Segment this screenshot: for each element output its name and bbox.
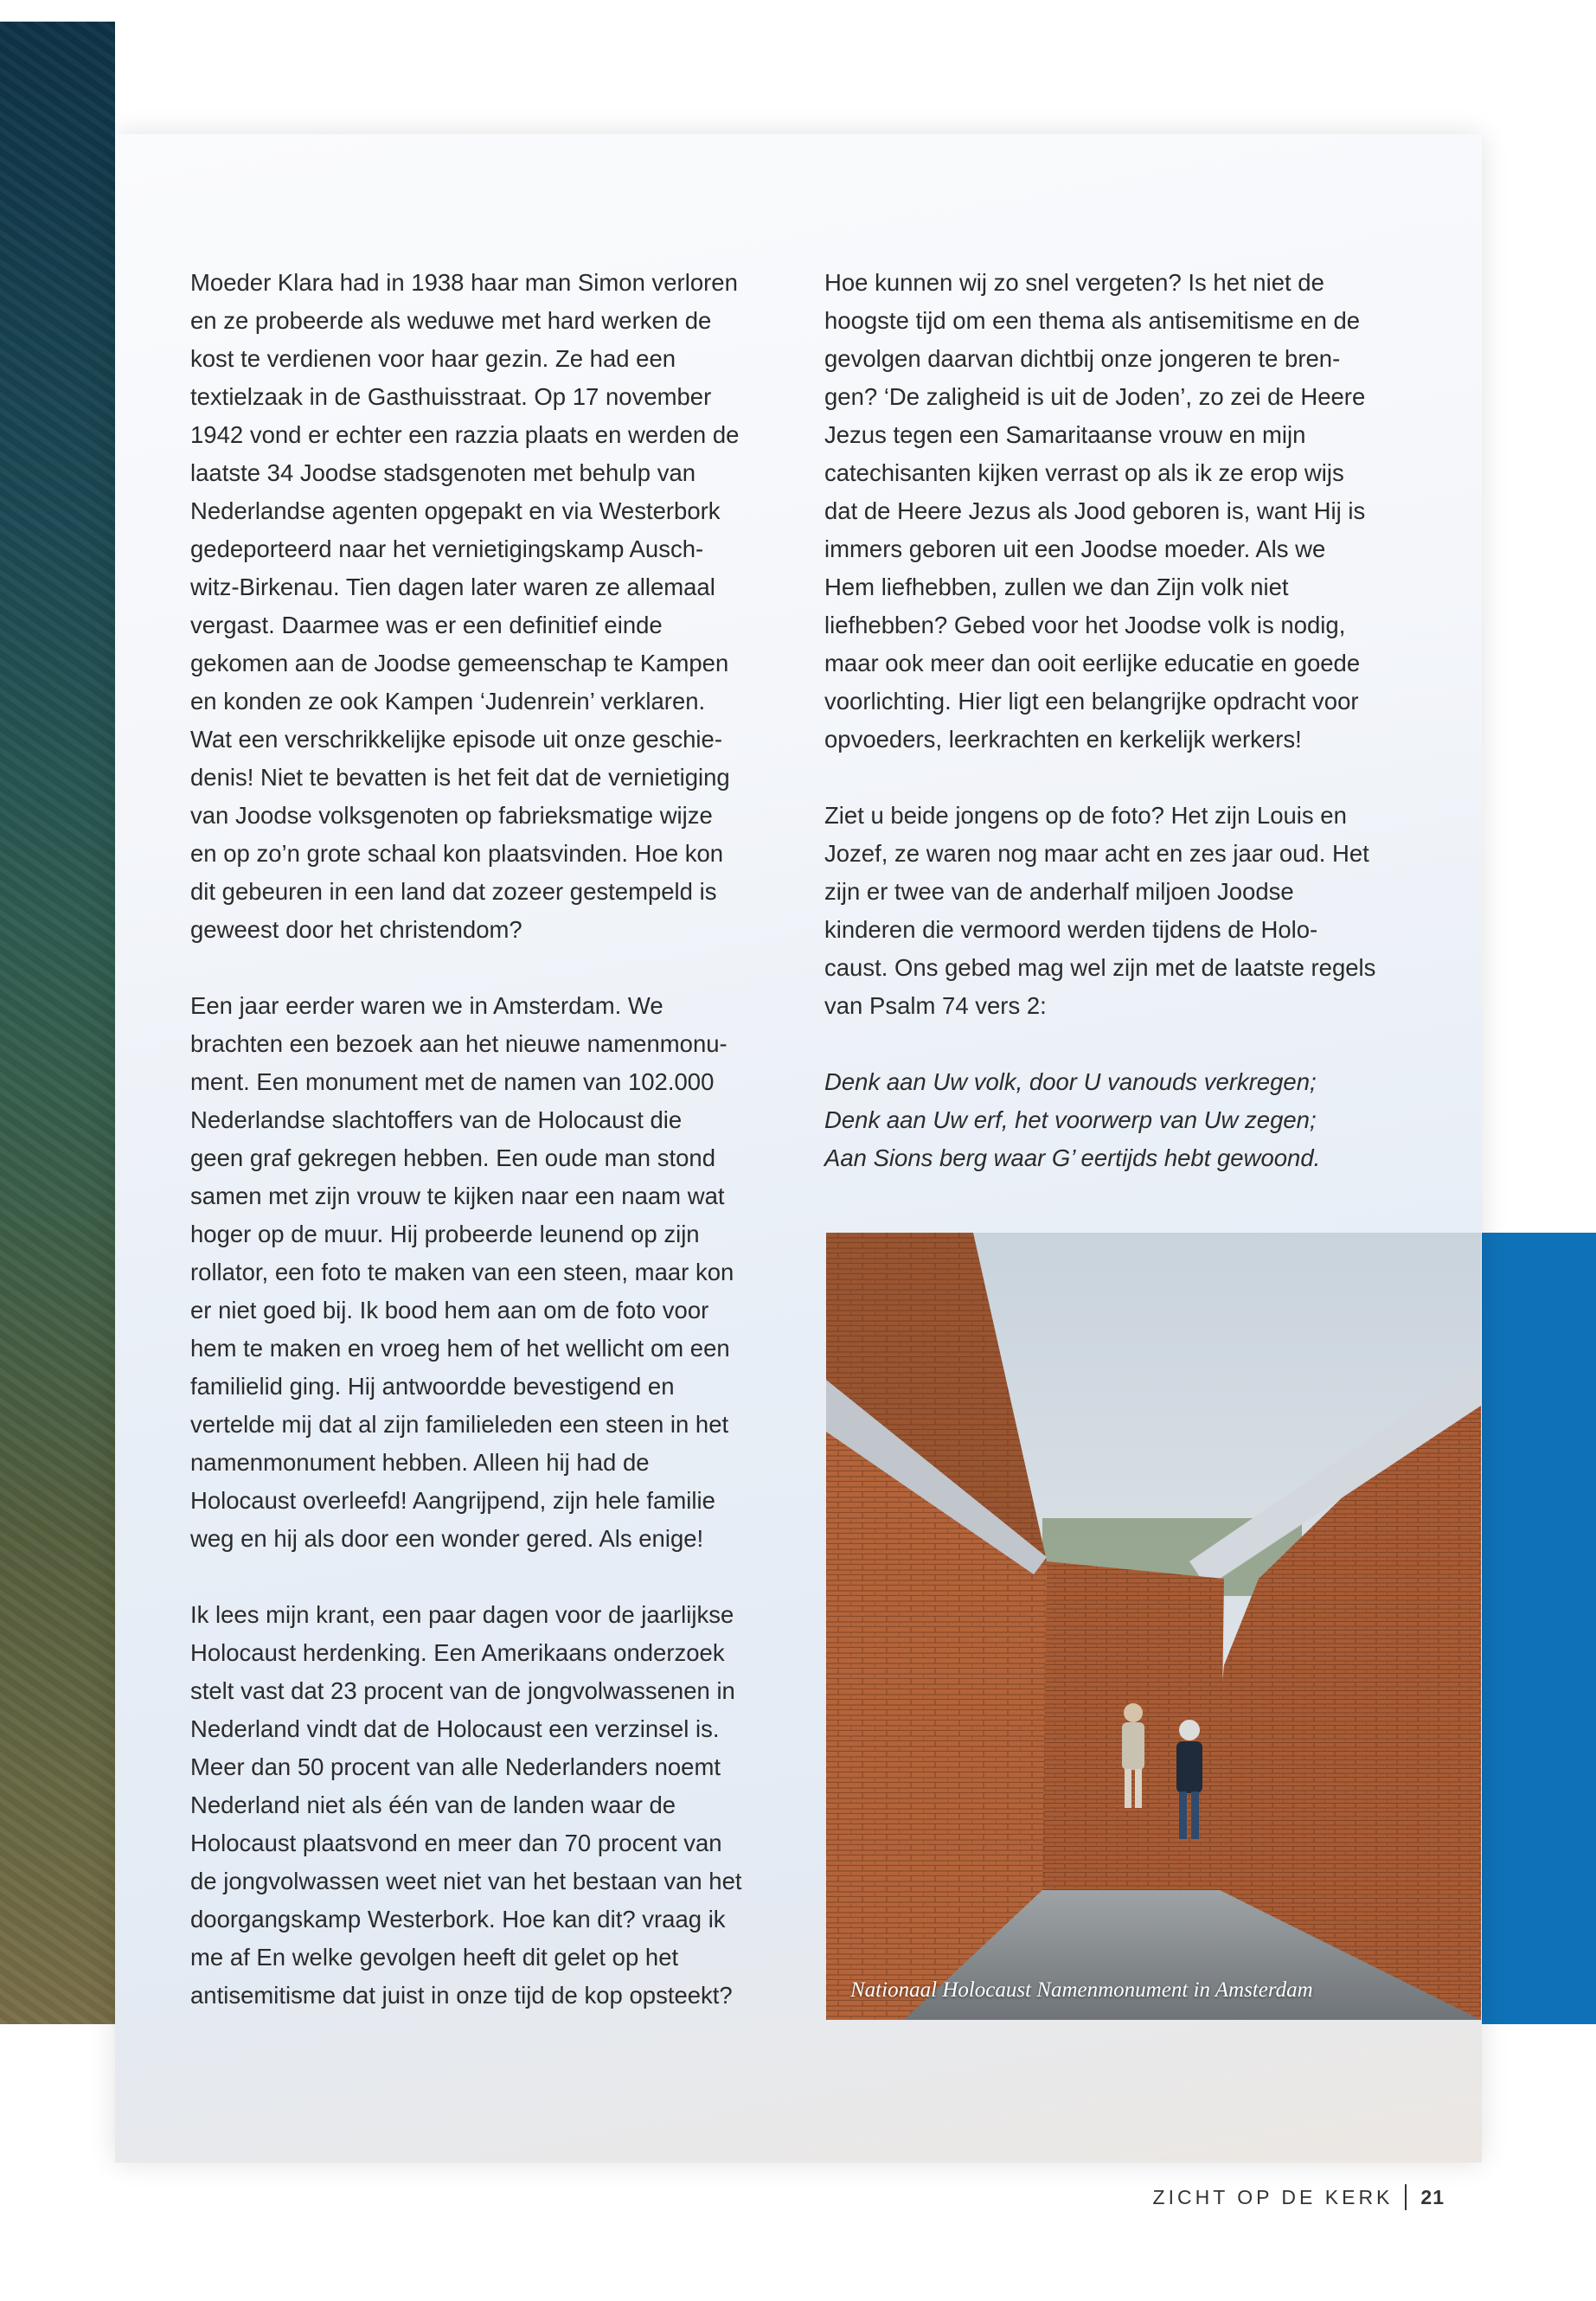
paragraph: Ik lees mijn krant, een paar dagen voor de jaarlijkse Holocaust herdenking. Een Amerikaans onderzoek stelt vast dat 23 procent van de jongvolwassenen in Nederland vindt dat de Holocaust een verzinsel is. Meer dan 50 procent van alle Nederlanders noemt Nederland niet als één van de landen waar de Holocaust plaatsvond en meer dan 70 procent van de jongvolwassen weet niet van het bestaan van het doorgangskamp Westerbork. Hoe kan dit? vraag ik me af En welke gevolgen heeft dit gelet op het antisemitisme dat juist in onze tijd de kop opsteekt? (190, 1601, 742, 2009)
monument-photo (826, 1233, 1481, 2020)
paragraph: Een jaar eerder waren we in Amsterdam. We brachten een bezoek aan het nieuwe namenmonu- ment. Een monument met de namen van 102.000 Nederlandse slachtoffers van de Holocaust die geen graf gekregen hebben. Een oude man stond samen met zijn vrouw te kijken naar een naam wat hoger op de muur. Hij probeerde leunend op zijn rollator, een foto te maken van een steen, maar kon er niet goed bij. Ik bood hem aan om de foto voor hem te maken en vroeg hem of het wellicht om een familielid ging. Hij antwoordde bevestigend en vertelde mij dat al zijn familieleden een steen in het namenmonument hebben. Alleen hij had de Holocaust overleefd! Aangrijpend, zijn hele familie weg en hij als door een wonder gered. Als enige! (190, 992, 734, 1552)
psalm-quote: Denk aan Uw volk, door U vanouds verkregen; Denk aan Uw erf, het voorwerp van Uw zegen; Aan Sions berg waar G’ eertijds hebt gewoond. (824, 1068, 1321, 1171)
paragraph: Hoe kunnen wij zo snel vergeten? Is het niet de hoogste tijd om een thema als antisemitisme en de gevolgen daarvan dichtbij onze jongeren te bren- gen? ‘De zaligheid is uit de Joden’, zo zei de Heere Jezus tegen een Samaritaanse vrouw en mijn catechisanten kijken verrast op als ik ze erop wijs dat de Heere Jezus als Jood geboren is, want Hij is immers geboren uit een Joodse moeder. Als we Hem liefhebben, zullen we dan Zijn volk niet liefhebben? Gebed voor het Joodse volk is nodig, maar ook meer dan ooit eerlijke educatie en goede voorlichting. Hier ligt een belangrijke opdracht voor opvoeders, leerkrachten en kerkelijk werkers! (824, 269, 1366, 753)
monument-illustration (826, 1233, 1481, 2020)
photo-caption: Nationaal Holocaust Namenmonument in Amsterdam (850, 1978, 1313, 2002)
footer-divider (1405, 2184, 1407, 2210)
decorative-left-band (0, 22, 115, 2024)
left-column (190, 264, 796, 2053)
paragraph: Ziet u beide jongens op de foto? Het zijn Louis en Jozef, ze waren nog maar acht en zes jaar oud. Het zijn er twee van de anderhalf miljoen Joodse kinderen die vermoord werden tijdens de Holo- caust. Ons gebed mag wel zijn met de laatste regels van Psalm 74 vers 2: (824, 802, 1376, 1019)
paragraph: Moeder Klara had in 1938 haar man Simon verloren en ze probeerde als weduwe met hard werken de kost te verdienen voor haar gezin. Ze had een textielzaak in de Gasthuisstraat. Op 17 november 1942 vond er echter een razzia plaats en werden de laatste 34 Joodse stadsgenoten met behulp van Nederlandse agenten opgepakt en via Westerbork gedeporteerd naar het vernietigingskamp Ausch- witz-Birkenau. Tien dagen later waren ze allemaal vergast. Daarmee was er een definitief einde gekomen aan de Joodse gemeenschap te Kampen en konden ze ook Kampen ‘Judenrein’ verklaren. Wat een verschrikkelijke episode uit onze geschie- denis! Niet te bevatten is het feit dat de vernietiging van Joodse volksgenoten op fabrieksmatige wijze en op zo’n grote schaal kon plaatsvinden. Hoe kon dit gebeuren in een land dat zozeer gestempeld is geweest door het christendom? (190, 269, 740, 943)
magazine-title: ZICHT OP DE KERK (1152, 2185, 1394, 2208)
page-number: 21 (1420, 2185, 1445, 2208)
decorative-blue-block (1479, 1233, 1596, 2024)
right-column (824, 264, 1430, 1215)
page-footer (1153, 2184, 1445, 2210)
